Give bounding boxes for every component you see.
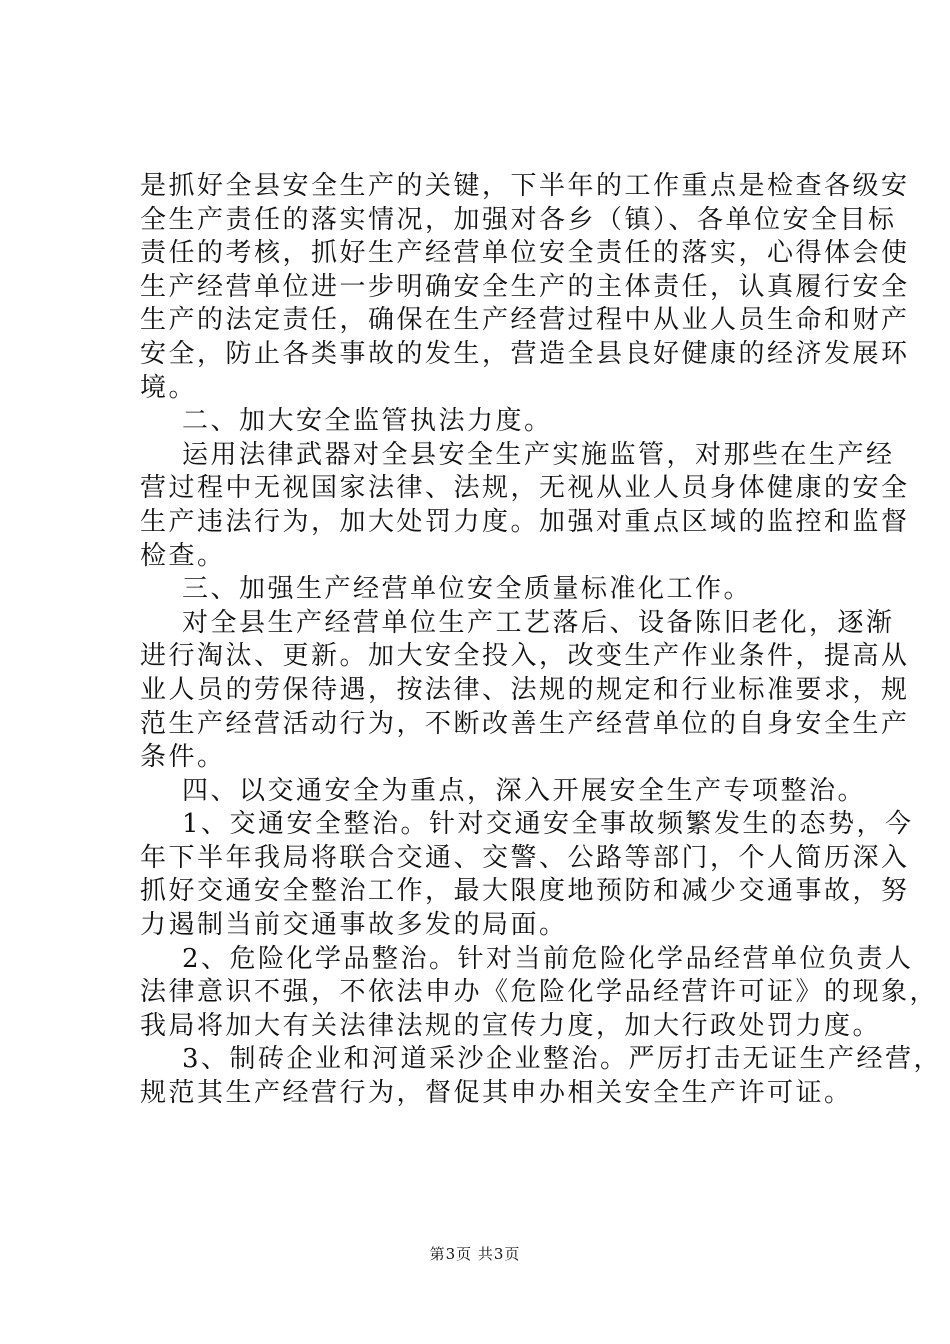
paragraph-first-line: 对全县生产经营单位生产工艺落后、设备陈旧老化，逐渐 [182,607,895,638]
body-line: 生产的法定责任，确保在生产经营过程中从业人员生命和财产 [140,305,910,336]
page-number-footer: 第3页 共3页 [429,1245,521,1263]
body-line: 生产违法行为，加大处罚力度。加强对重点区域的监控和监督 [140,506,910,537]
body-line: 年下半年我局将联合交通、交警、公路等部门，个人简历深入 [140,842,910,873]
body-line: 抓好交通安全整治工作，最大限度地预防和减少交通事故，努 [140,876,910,907]
body-line: 力遏制当前交通事故多发的局面。 [140,910,568,941]
body-line: 规范其生产经营行为，督促其申办相关安全生产许可证。 [140,1078,853,1109]
body-line: 法律意识不强，不依法申办《危险化学品经营许可证》的现象， [140,977,939,1008]
section-heading: 二、加大安全监管执法力度。 [182,406,553,437]
body-line: 条件。 [140,742,226,773]
section-heading: 三、加强生产经营单位安全质量标准化工作。 [182,574,753,605]
body-line: 生产经营单位进一步明确安全生产的主体责任，认真履行安全 [140,271,910,302]
list-item-first-line: 3、制砖企业和河道采沙企业整治。严厉打击无证生产经营， [182,1044,943,1075]
body-line: 全生产责任的落实情况，加强对各乡（镇）、各单位安全目标 [140,204,897,235]
body-line: 我局将加大有关法律法规的宣传力度，加大行政处罚力度。 [140,1010,882,1041]
body-line: 业人员的劳保待遇，按法律、法规的规定和行业标准要求，规 [140,674,910,705]
section-heading: 四、以交通安全为重点，深入开展安全生产专项整治。 [182,775,867,806]
document-body [140,170,943,1111]
body-line: 检查。 [140,540,226,571]
body-line: 营过程中无视国家法律、法规，无视从业人员身体健康的安全 [140,473,910,504]
body-line: 安全，防止各类事故的发生，营造全县良好健康的经济发展环 [140,338,910,369]
body-line: 境。 [140,372,198,403]
body-line: 进行淘汰、更新。加大安全投入，改变生产作业条件，提高从 [140,641,910,672]
body-line: 责任的考核，抓好生产经营单位安全责任的落实，心得体会使 [140,238,910,269]
body-line: 范生产经营活动行为，不断改善生产经营单位的自身安全生产 [140,708,910,739]
body-line: 是抓好全县安全生产的关键，下半年的工作重点是检查各级安 [140,171,910,201]
paragraph-first-line: 运用法律武器对全县安全生产实施监管，对那些在生产经 [182,439,895,470]
list-item-first-line: 1、交通安全整治。针对交通安全事故频繁发生的态势，今 [182,809,914,840]
list-item-first-line: 2、危险化学品整治。针对当前危险化学品经营单位负责人 [182,943,914,974]
